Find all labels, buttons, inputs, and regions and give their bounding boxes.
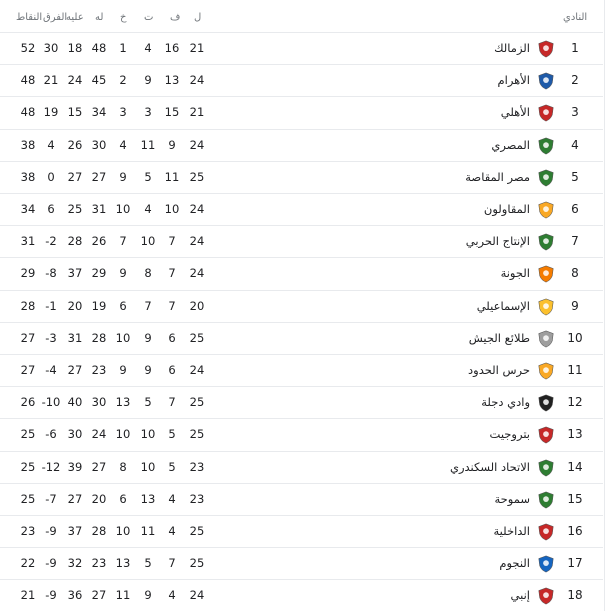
won-cell: 5 xyxy=(168,427,176,442)
drawn-cell: 4 xyxy=(144,41,152,55)
team-name[interactable]: النجوم xyxy=(499,556,530,571)
goal-diff-cell: 6 xyxy=(47,202,55,216)
points-cell: 48 xyxy=(20,105,36,120)
lost-cell: 11 xyxy=(115,588,131,603)
points-cell: 52 xyxy=(20,41,36,55)
gouna-logo-icon xyxy=(536,264,556,284)
won-cell: 11 xyxy=(164,169,180,184)
played-cell: 24 xyxy=(189,73,205,88)
goals-against-cell: 31 xyxy=(67,330,83,345)
lost-cell: 4 xyxy=(119,137,127,152)
header-goal-diff: الفرق xyxy=(43,12,68,23)
team-name[interactable]: الجونة xyxy=(500,266,530,281)
team-name[interactable]: طلائع الجيش xyxy=(468,330,530,345)
ittihad-logo-icon xyxy=(536,458,556,478)
team-name[interactable]: مصر المقاصة xyxy=(465,169,530,184)
team-name[interactable]: المصري xyxy=(491,137,530,152)
won-cell: 13 xyxy=(164,73,180,88)
goals-against-cell: 20 xyxy=(67,298,83,313)
team-name[interactable]: المقاولون xyxy=(483,202,530,216)
won-cell: 6 xyxy=(168,330,176,345)
won-cell: 7 xyxy=(168,395,176,410)
goals-for-cell: 30 xyxy=(91,137,107,152)
table-row[interactable] xyxy=(0,257,603,289)
team-name[interactable]: الداخلية xyxy=(493,524,530,538)
header-drawn: ت xyxy=(144,12,154,23)
lost-cell: 6 xyxy=(119,491,127,506)
points-cell: 34 xyxy=(20,202,36,216)
drawn-cell: 8 xyxy=(144,266,152,281)
table-row[interactable] xyxy=(0,515,603,547)
points-cell: 22 xyxy=(20,556,36,571)
goals-for-cell: 29 xyxy=(91,266,107,281)
goal-diff-cell: -3 xyxy=(45,330,57,345)
mokawloon-logo-icon xyxy=(536,200,556,220)
team-name[interactable]: الإسماعيلي xyxy=(476,298,530,313)
ismaily-logo-icon xyxy=(536,297,556,317)
won-cell: 7 xyxy=(168,266,176,281)
goals-against-cell: 37 xyxy=(67,524,83,538)
position-cell: 18 xyxy=(567,588,583,603)
wadi-degla-logo-icon xyxy=(536,393,556,413)
goal-diff-cell: 19 xyxy=(43,105,59,120)
points-cell: 25 xyxy=(20,491,36,506)
drawn-cell: 5 xyxy=(144,169,152,184)
lost-cell: 10 xyxy=(115,427,131,442)
talaea-gaish-logo-icon xyxy=(536,329,556,349)
played-cell: 21 xyxy=(189,41,205,55)
position-cell: 8 xyxy=(571,266,579,281)
won-cell: 7 xyxy=(168,234,176,249)
position-cell: 6 xyxy=(571,202,579,216)
lost-cell: 9 xyxy=(119,169,127,184)
goals-for-cell: 23 xyxy=(91,556,107,571)
goals-for-cell: 28 xyxy=(91,524,107,538)
position-cell: 12 xyxy=(567,395,583,410)
position-cell: 9 xyxy=(571,298,579,313)
drawn-cell: 10 xyxy=(140,234,156,249)
team-name[interactable]: حرس الحدود xyxy=(468,363,530,377)
goal-diff-cell: -9 xyxy=(45,588,57,603)
won-cell: 9 xyxy=(168,137,176,152)
played-cell: 20 xyxy=(189,298,205,313)
lost-cell: 2 xyxy=(119,73,127,88)
position-cell: 13 xyxy=(567,427,583,442)
goal-diff-cell: -2 xyxy=(45,234,57,249)
goals-for-cell: 48 xyxy=(91,41,107,55)
goals-against-cell: 18 xyxy=(67,41,83,55)
points-cell: 38 xyxy=(20,137,36,152)
team-name[interactable]: بتروجيت xyxy=(489,427,530,442)
position-cell: 7 xyxy=(571,234,579,249)
goal-diff-cell: 4 xyxy=(47,137,55,152)
table-row[interactable] xyxy=(0,290,603,322)
lost-cell: 10 xyxy=(115,202,131,216)
played-cell: 23 xyxy=(189,491,205,506)
goals-against-cell: 26 xyxy=(67,137,83,152)
team-name[interactable]: إنبي xyxy=(510,588,530,603)
position-cell: 17 xyxy=(567,556,583,571)
won-cell: 6 xyxy=(168,363,176,377)
header-points: النقاط xyxy=(16,12,43,23)
points-cell: 48 xyxy=(20,73,36,88)
goals-against-cell: 27 xyxy=(67,363,83,377)
goal-diff-cell: 30 xyxy=(43,41,59,55)
lost-cell: 10 xyxy=(115,524,131,538)
drawn-cell: 5 xyxy=(144,395,152,410)
won-cell: 7 xyxy=(168,298,176,313)
won-cell: 5 xyxy=(168,459,176,474)
played-cell: 24 xyxy=(189,266,205,281)
table-row[interactable] xyxy=(0,386,603,418)
goals-against-cell: 25 xyxy=(67,202,83,216)
ahram-logo-icon xyxy=(536,71,556,91)
won-cell: 10 xyxy=(164,202,180,216)
lost-cell: 3 xyxy=(119,105,127,120)
goals-against-cell: 36 xyxy=(67,588,83,603)
points-cell: 23 xyxy=(20,524,36,538)
zamalek-logo-icon xyxy=(536,39,556,59)
played-cell: 24 xyxy=(189,137,205,152)
lost-cell: 6 xyxy=(119,298,127,313)
played-cell: 25 xyxy=(189,524,205,538)
misr-maqasa-logo-icon xyxy=(536,168,556,188)
goal-diff-cell: -10 xyxy=(41,395,61,410)
goal-diff-cell: -7 xyxy=(45,491,57,506)
played-cell: 25 xyxy=(189,330,205,345)
goals-against-cell: 39 xyxy=(67,459,83,474)
team-name[interactable]: الأهرام xyxy=(497,73,530,88)
table-row[interactable] xyxy=(0,32,603,64)
header-goals-against: عليه xyxy=(66,12,84,23)
header-club: النادي xyxy=(563,12,588,23)
drawn-cell: 7 xyxy=(144,298,152,313)
points-cell: 27 xyxy=(20,330,36,345)
lost-cell: 1 xyxy=(119,41,127,55)
nogoom-logo-icon xyxy=(536,554,556,574)
played-cell: 24 xyxy=(189,234,205,249)
drawn-cell: 10 xyxy=(140,427,156,442)
points-cell: 25 xyxy=(20,459,36,474)
played-cell: 25 xyxy=(189,556,205,571)
drawn-cell: 11 xyxy=(140,137,156,152)
team-name[interactable]: سموحة xyxy=(494,491,530,506)
won-cell: 7 xyxy=(168,556,176,571)
header-lost: خ xyxy=(120,12,127,23)
lost-cell: 10 xyxy=(115,330,131,345)
table-row[interactable] xyxy=(0,451,603,483)
header-won: ف xyxy=(170,12,181,23)
lost-cell: 13 xyxy=(115,395,131,410)
won-cell: 15 xyxy=(164,105,180,120)
lost-cell: 13 xyxy=(115,556,131,571)
drawn-cell: 9 xyxy=(144,73,152,88)
played-cell: 25 xyxy=(189,169,205,184)
lost-cell: 8 xyxy=(119,459,127,474)
drawn-cell: 11 xyxy=(140,524,156,538)
position-cell: 3 xyxy=(571,105,579,120)
table-row[interactable] xyxy=(0,322,603,354)
points-cell: 21 xyxy=(20,588,36,603)
table-row[interactable] xyxy=(0,579,603,611)
goal-diff-cell: 21 xyxy=(43,73,59,88)
drawn-cell: 3 xyxy=(144,105,152,120)
points-cell: 26 xyxy=(20,395,36,410)
position-cell: 15 xyxy=(567,491,583,506)
table-row[interactable] xyxy=(0,483,603,515)
position-cell: 2 xyxy=(571,73,579,88)
goals-against-cell: 24 xyxy=(67,73,83,88)
masry-logo-icon xyxy=(536,136,556,156)
goals-against-cell: 15 xyxy=(67,105,83,120)
goals-against-cell: 40 xyxy=(67,395,83,410)
goal-diff-cell: -9 xyxy=(45,556,57,571)
goals-for-cell: 23 xyxy=(91,363,107,377)
lost-cell: 9 xyxy=(119,266,127,281)
goals-against-cell: 32 xyxy=(67,556,83,571)
position-cell: 1 xyxy=(571,41,579,55)
position-cell: 14 xyxy=(567,459,583,474)
played-cell: 24 xyxy=(189,202,205,216)
points-cell: 31 xyxy=(20,234,36,249)
header-played: ل xyxy=(194,12,202,23)
team-name[interactable]: الاتحاد السكندري xyxy=(449,459,530,474)
won-cell: 16 xyxy=(164,41,180,55)
table-row[interactable] xyxy=(0,64,603,96)
goals-for-cell: 31 xyxy=(91,202,107,216)
goals-for-cell: 26 xyxy=(91,234,107,249)
points-cell: 27 xyxy=(20,363,36,377)
petrojet-logo-icon xyxy=(536,425,556,445)
position-cell: 10 xyxy=(567,330,583,345)
table-row[interactable] xyxy=(0,354,603,386)
smouha-logo-icon xyxy=(536,490,556,510)
entag-harby-logo-icon xyxy=(536,232,556,252)
goals-for-cell: 28 xyxy=(91,330,107,345)
goal-diff-cell: 0 xyxy=(47,169,55,184)
table-row[interactable] xyxy=(0,193,603,225)
goals-for-cell: 19 xyxy=(91,298,107,313)
haras-hodood-logo-icon xyxy=(536,361,556,381)
goals-for-cell: 45 xyxy=(91,73,107,88)
points-cell: 25 xyxy=(20,427,36,442)
drawn-cell: 13 xyxy=(140,491,156,506)
table-row[interactable] xyxy=(0,418,603,450)
position-cell: 11 xyxy=(567,363,583,377)
team-name[interactable]: وادي دجلة xyxy=(481,395,530,410)
goals-against-cell: 30 xyxy=(67,427,83,442)
goals-for-cell: 27 xyxy=(91,588,107,603)
lost-cell: 7 xyxy=(119,234,127,249)
goals-for-cell: 27 xyxy=(91,169,107,184)
drawn-cell: 10 xyxy=(140,459,156,474)
goals-for-cell: 30 xyxy=(91,395,107,410)
team-name[interactable]: الإنتاج الحربي xyxy=(465,234,530,249)
table-row[interactable] xyxy=(0,161,603,193)
lost-cell: 9 xyxy=(119,363,127,377)
team-name[interactable]: الزمالك xyxy=(494,41,530,55)
drawn-cell: 9 xyxy=(144,588,152,603)
played-cell: 25 xyxy=(189,395,205,410)
goals-for-cell: 20 xyxy=(91,491,107,506)
table-header xyxy=(0,0,603,32)
goals-for-cell: 34 xyxy=(91,105,107,120)
drawn-cell: 5 xyxy=(144,556,152,571)
won-cell: 4 xyxy=(168,588,176,603)
table-row[interactable] xyxy=(0,225,603,257)
goal-diff-cell: -1 xyxy=(45,298,57,313)
drawn-cell: 9 xyxy=(144,330,152,345)
goals-against-cell: 28 xyxy=(67,234,83,249)
dakhleya-logo-icon xyxy=(536,522,556,542)
ahly-logo-icon xyxy=(536,103,556,123)
goal-diff-cell: -6 xyxy=(45,427,57,442)
goals-against-cell: 27 xyxy=(67,169,83,184)
points-cell: 38 xyxy=(20,169,36,184)
played-cell: 23 xyxy=(189,459,205,474)
played-cell: 24 xyxy=(189,363,205,377)
enppi-logo-icon xyxy=(536,586,556,606)
position-cell: 5 xyxy=(571,169,579,184)
played-cell: 24 xyxy=(189,588,205,603)
goals-for-cell: 27 xyxy=(91,459,107,474)
team-name[interactable]: الأهلي xyxy=(500,105,530,120)
goal-diff-cell: -9 xyxy=(45,524,57,538)
goals-against-cell: 27 xyxy=(67,491,83,506)
table-row[interactable] xyxy=(0,547,603,579)
position-cell: 4 xyxy=(571,137,579,152)
table-row[interactable] xyxy=(0,96,603,128)
drawn-cell: 9 xyxy=(144,363,152,377)
played-cell: 25 xyxy=(189,427,205,442)
points-cell: 28 xyxy=(20,298,36,313)
goals-against-cell: 37 xyxy=(67,266,83,281)
won-cell: 4 xyxy=(168,491,176,506)
goal-diff-cell: -8 xyxy=(45,266,57,281)
won-cell: 4 xyxy=(168,524,176,538)
table-row[interactable] xyxy=(0,129,603,161)
header-goals-for: له xyxy=(95,12,104,23)
played-cell: 21 xyxy=(189,105,205,120)
drawn-cell: 4 xyxy=(144,202,152,216)
goals-for-cell: 24 xyxy=(91,427,107,442)
points-cell: 29 xyxy=(20,266,36,281)
goal-diff-cell: -12 xyxy=(41,459,61,474)
position-cell: 16 xyxy=(567,524,583,538)
goal-diff-cell: -4 xyxy=(45,363,57,377)
